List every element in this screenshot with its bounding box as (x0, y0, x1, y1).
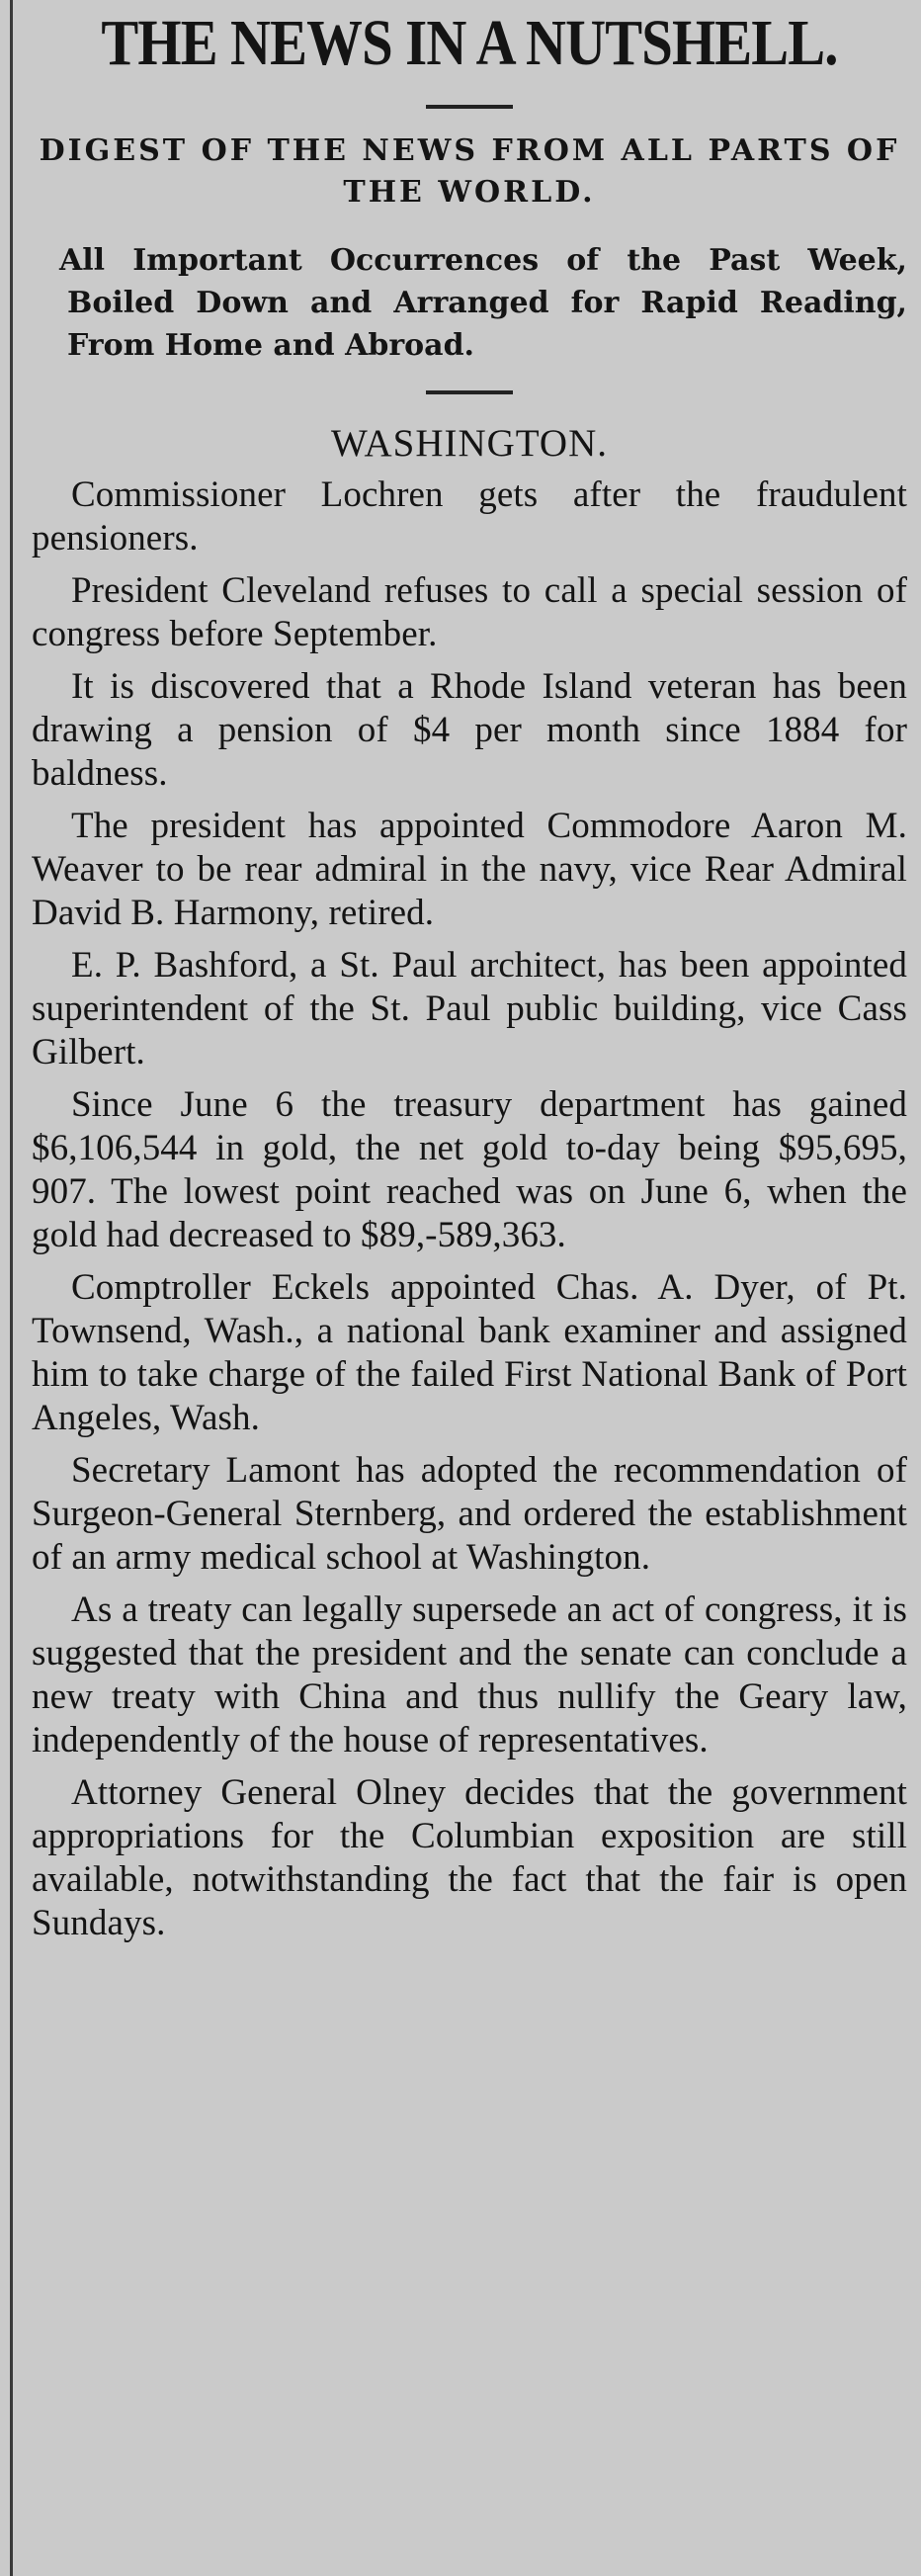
news-item: Since June 6 the treasury department has gained $6,106,544 in gold, the net gold to-day being $95,695, 907. The lowest point reached was on June 6, when the gold had decreased to $89,-589,363. (32, 1084, 907, 1255)
news-item: Comptroller Eckels appointed Chas. A. Dyer, of Pt. Townsend, Wash., a national bank examiner and assigned him to take charge of the failed First National Bank of Port Angeles, Wash. (32, 1267, 907, 1438)
separator-rule (426, 390, 513, 394)
news-item: E. P. Bashford, a St. Paul architect, has been appointed superintendent of the St. Paul public building, vice Cass Gilbert. (32, 945, 907, 1073)
subhead: DIGEST OF THE NEWS FROM ALL PARTS OF THE WORLD. (39, 133, 900, 210)
news-item: Commissioner Lochren gets after the fraudulent pensioners. (32, 474, 907, 558)
separator-rule (426, 105, 513, 109)
deck: All Important Occurrences of the Past Week, Boiled Down and Arranged for Rapid Reading, From Home and Abroad. (59, 243, 907, 363)
headline: THE NEWS IN A NUTSHELL. (101, 7, 838, 79)
news-item: The president has appointed Commodore Aaron M. Weaver to be rear admiral in the navy, vice Rear Admiral David B. Harmony, retired. (32, 806, 907, 933)
section-heading: WASHINGTON. (330, 422, 609, 465)
news-item: President Cleveland refuses to call a special session of congress before September. (32, 570, 907, 654)
news-item: As a treaty can legally supersede an act of congress, it is suggested that the president and the senate can conclude a new treaty with China and thus nullify the Geary law, independently of the house of representatives. (32, 1589, 907, 1760)
news-item: Secretary Lamont has adopted the recommendation of Surgeon-General Sternberg, and ordered the establishment of an army medical school at Washington. (32, 1450, 907, 1578)
news-item: Attorney General Olney decides that the government appropriations for the Columbian exposition are still available, notwithstanding the fact that the fair is open Sundays. (32, 1772, 907, 1943)
column-rule (10, 0, 13, 2576)
news-item: It is discovered that a Rhode Island veteran has been drawing a pension of $4 per month since 1884 for baldness. (32, 666, 907, 794)
